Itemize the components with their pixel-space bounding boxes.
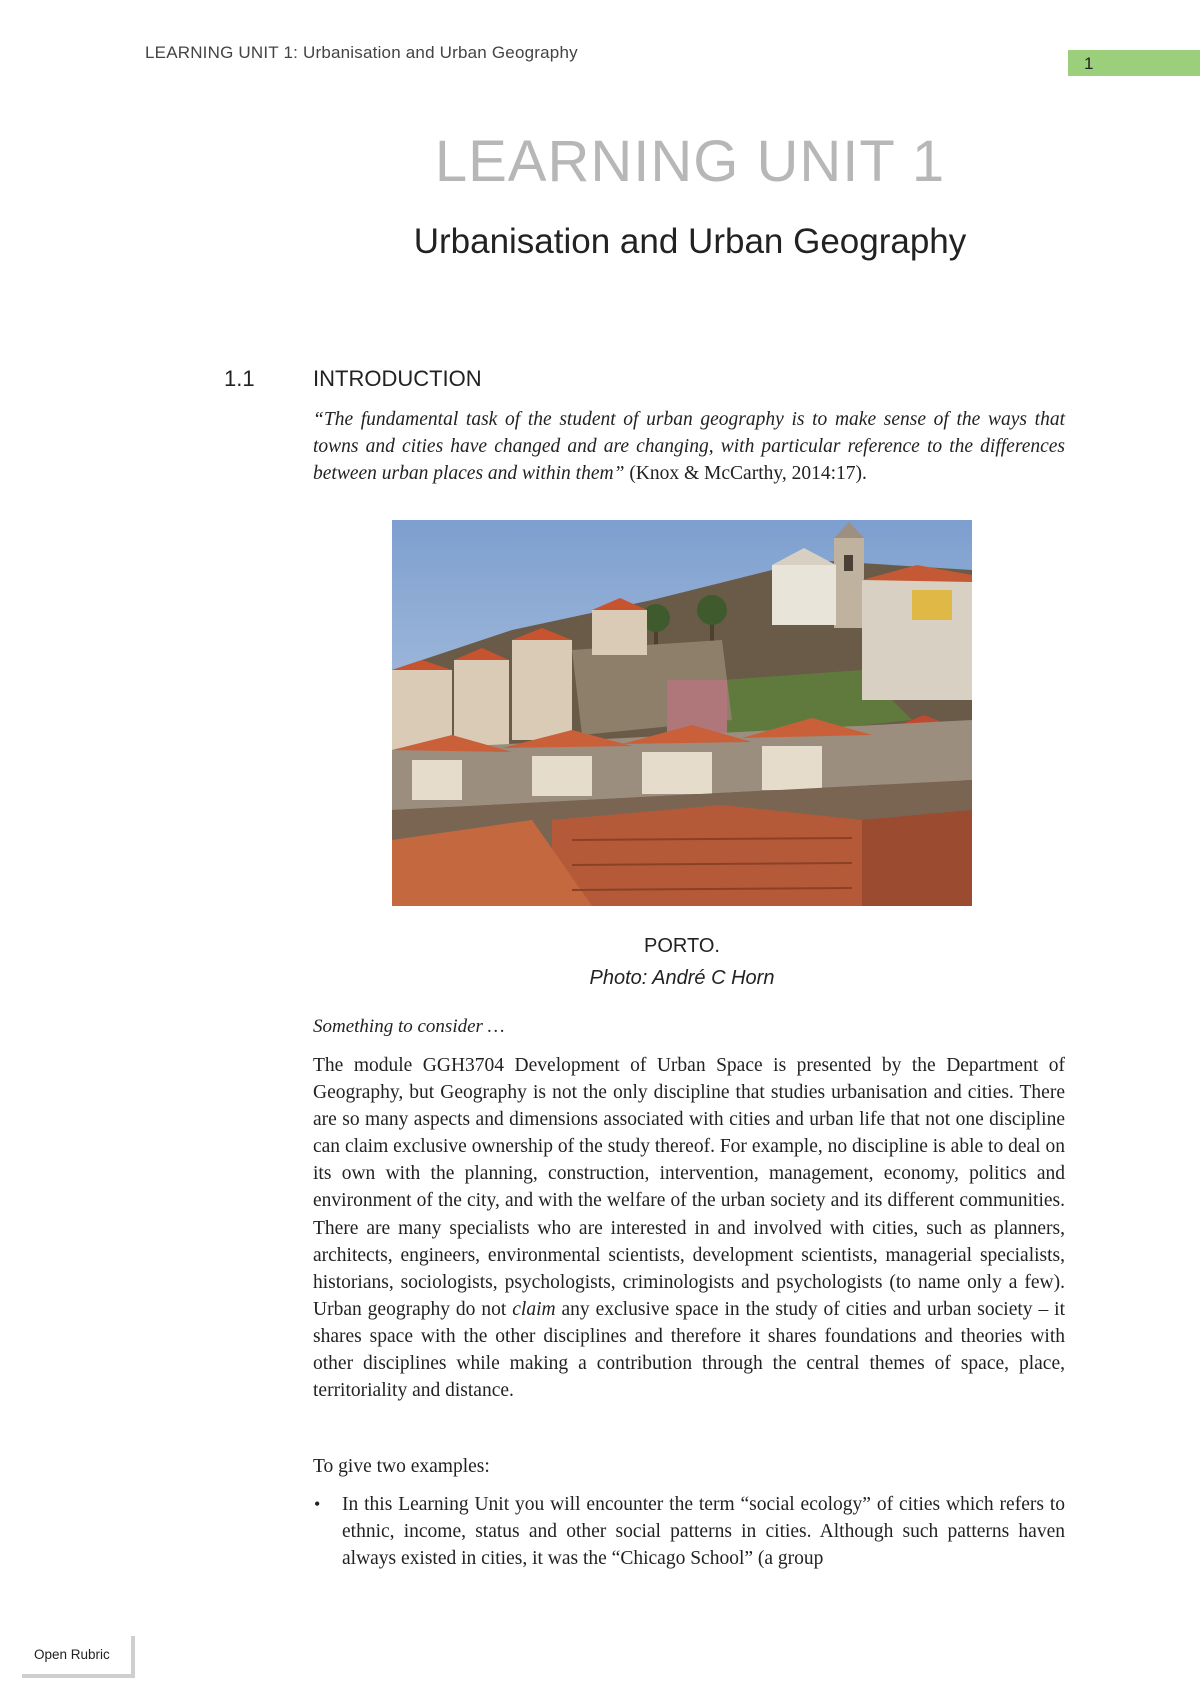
bullet-item-1: In this Learning Unit you will encounter the term “social ecology” of cities which refers to ethnic, income, status and other social patterns in cities. Although such patterns haven always existed in cities, it was the “Chicago School” (a group: [342, 1494, 1065, 1569]
body-paragraph-emphasis: claim: [512, 1298, 556, 1320]
bullet-dot: •: [314, 1494, 321, 1514]
body-paragraph-part1: The module GGH3704 Development of Urban Space is presented by the Department of Geography, but Geography is not the only discipline that studies urbanisation and cities. There are so many aspects and dimensions associated with cities and urban life that not one discipline can claim exclusive ownership of the study thereof. For example, no discipline is able to deal on its own with the planning, construction, intervention, management, economy, politics and environment of the city, and with the welfare of the urban society and its different communities. There are many specialists who are interested in and involved with cities, such as planners, architects, engineers, environmental scientists, development scientists, managerial specialists, historians, sociologists, psychologists, criminologists and psychologists (to name only a few). Urban geography do not: [313, 1055, 1065, 1320]
unit-subtitle: Urbanisation and Urban Geography: [413, 222, 967, 261]
open-rubric-label: Open Rubric: [34, 1647, 110, 1662]
unit-title: LEARNING UNIT 1: [434, 129, 946, 194]
figure-caption-title: PORTO.: [644, 935, 720, 957]
porto-photo: [392, 520, 972, 906]
examples-intro: To give two examples:: [313, 1456, 490, 1477]
figure-photo-credit: Photo: André C Horn: [589, 967, 775, 989]
section-number: 1.1: [224, 366, 255, 391]
running-header-title: LEARNING UNIT 1: Urbanisation and Urban Geography: [145, 43, 578, 62]
intro-quote: [313, 406, 1065, 487]
porto-cityscape-illustration: [392, 520, 972, 906]
body-paragraph: [313, 1052, 1065, 1404]
consider-heading: Something to consider …: [313, 1016, 505, 1037]
section-title: INTRODUCTION: [313, 366, 482, 391]
quote-citation: (Knox & McCarthy, 2014:17).: [624, 463, 867, 484]
page-number-tab: [1068, 50, 1200, 76]
page-number: 1: [1084, 54, 1094, 73]
open-rubric-button[interactable]: [22, 1636, 135, 1678]
quote-text: “The fundamental task of the student of urban geography is to make sense of the ways that towns and cities have changed and are changing, with particular reference to the differences between urban places and within them”: [313, 409, 1065, 484]
body-paragraph-part2: any exclusive space in the study of cities and urban society – it shares space with the other disciplines and therefore it shares foundations and theories with other disciplines while making a contribution through the central themes of space, place, territoriality and distance.: [313, 1298, 1065, 1402]
